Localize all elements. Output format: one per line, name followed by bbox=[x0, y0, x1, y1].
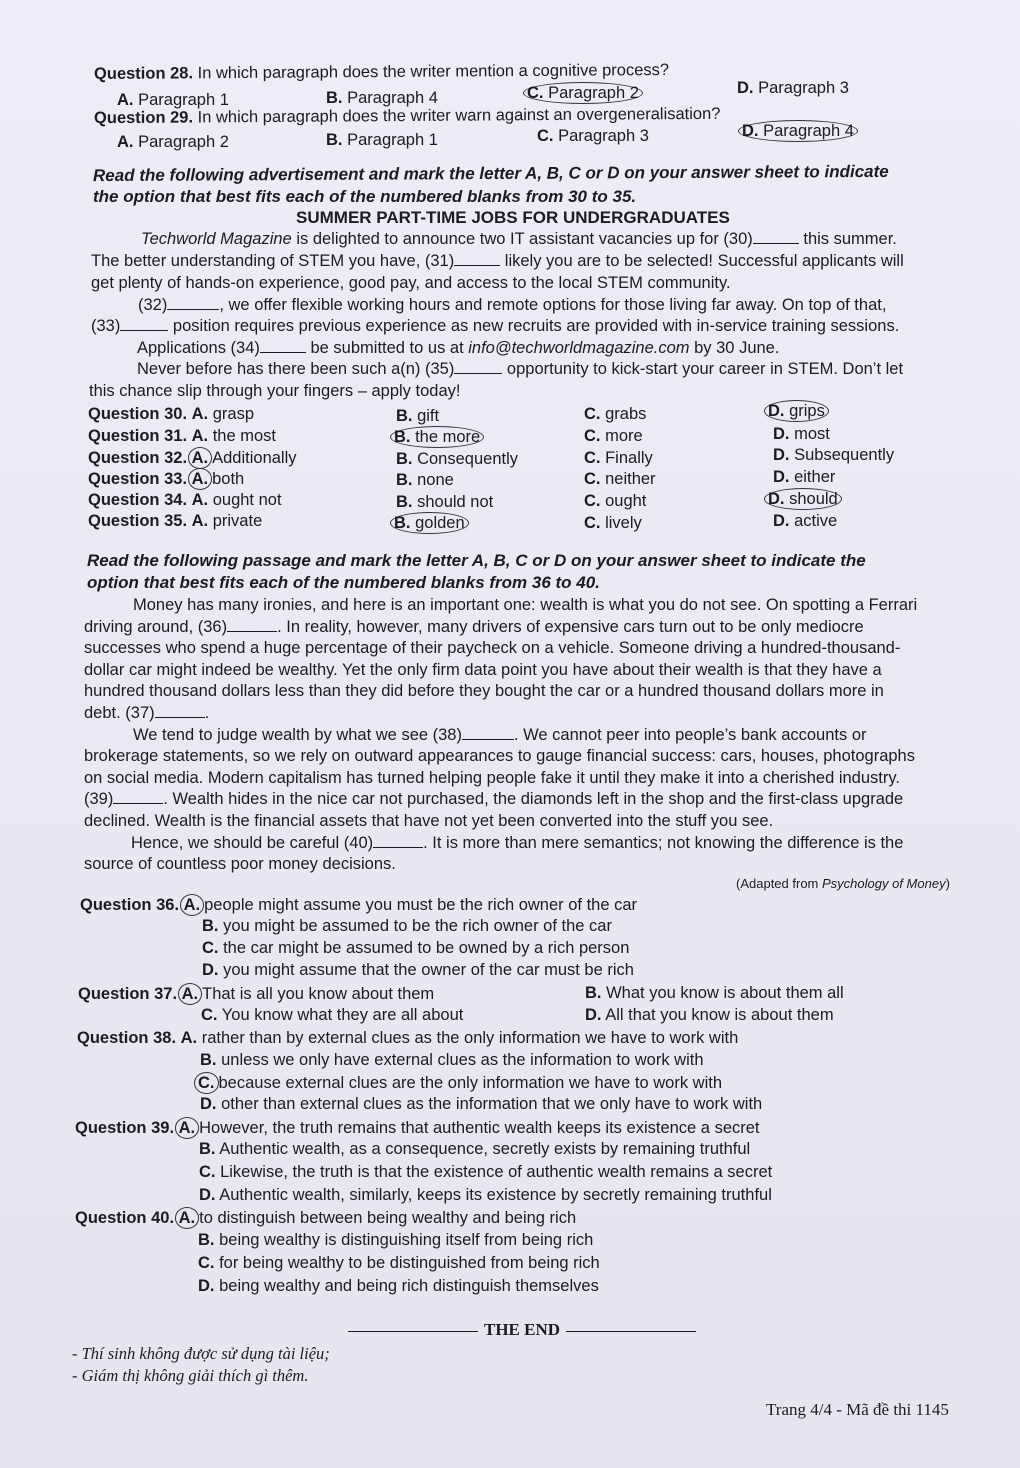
option-40c: C. for being wealthy to be distinguished from being rich bbox=[198, 1254, 600, 1272]
option-32b: B. Consequently bbox=[396, 450, 518, 468]
option-31d: D. most bbox=[773, 425, 830, 443]
ad-line: Never before has there been such a(n) (35) opportunity to kick-start your career in STEM. Don’t let bbox=[137, 360, 904, 378]
passage-line: brokerage statements, so we rely on outward appearances to gauge financial success: cars, houses, photographs bbox=[84, 747, 915, 765]
ad-line: (33) position requires previous experience as new recruits are provided with in-service training sessions. bbox=[91, 317, 900, 335]
advertisement-title: SUMMER PART-TIME JOBS FOR UNDERGRADUATES bbox=[296, 208, 730, 227]
option-28c: C. Paragraph 2 bbox=[527, 82, 643, 104]
instruction-line: the option that best fits each of the numbered blanks from 30 to 35. bbox=[93, 187, 637, 206]
option-37b: B. What you know is about them all bbox=[585, 984, 844, 1002]
question-36: Question 36. A. people might assume you must be the rich owner of the car bbox=[80, 896, 638, 914]
option-38c: C. because external clues are the only information we have to work with bbox=[198, 1072, 722, 1094]
ad-line: The better understanding of STEM you have, (31) likely you are to be selected! Successful applicants will bbox=[91, 252, 904, 270]
option-32c: C. Finally bbox=[584, 449, 653, 467]
note-line: - Giám thị không giải thích gì thêm. bbox=[72, 1366, 309, 1385]
option-35b: B. golden bbox=[394, 512, 469, 534]
passage-line: hundred thousand dollars less than they did before they bought the car or a hundred thousand dollars more in bbox=[84, 682, 884, 700]
page-footer: Trang 4/4 - Mã đề thi 1145 bbox=[766, 1400, 949, 1419]
option-36d: D. you might assume that the owner of the car must be rich bbox=[202, 961, 634, 979]
question-34: Question 34. A. ought not bbox=[88, 491, 282, 509]
option-40d: D. being wealthy and being rich distinguish themselves bbox=[198, 1277, 599, 1295]
option-30d: D. grips bbox=[768, 400, 829, 422]
question-text: In which paragraph does the writer warn against an overgeneralisation? bbox=[197, 104, 721, 127]
passage-line: declined. Wealth is the financial assets that have not yet been converted into the stuff you see. bbox=[84, 812, 774, 830]
option-29d: D. Paragraph 4 bbox=[742, 120, 858, 142]
option-38b: B. unless we only have external clues as the information to work with bbox=[200, 1051, 704, 1069]
question-29 bbox=[94, 104, 721, 128]
question-33: Question 33. A. both bbox=[88, 470, 245, 488]
passage-line: Hence, we should be careful (40) . It is more than mere semantics; not knowing the difference is the bbox=[131, 834, 904, 852]
note-line: - Thí sinh không được sử dụng tài liệu; bbox=[72, 1344, 330, 1363]
ad-line: Applications (34) be submitted to us at info@techworldmagazine.com by 30 June. bbox=[137, 339, 780, 357]
option-39b: B. Authentic wealth, as a consequence, secretly exists by remaining truthful bbox=[199, 1140, 751, 1158]
option-28a: A. Paragraph 1 bbox=[117, 91, 229, 109]
passage-line: successes who spend a huge percentage of their paycheck on a vehicle. Someone driving a hundred-thousand- bbox=[84, 639, 901, 657]
option-37d: D. All that you know is about them bbox=[585, 1006, 834, 1024]
question-28 bbox=[94, 60, 669, 84]
passage-line: debt. (37) . bbox=[84, 704, 210, 722]
option-33c: C. neither bbox=[584, 470, 656, 488]
instruction-line: option that best fits each of the numbered blanks from 36 to 40. bbox=[87, 573, 600, 592]
option-29c: C. Paragraph 3 bbox=[537, 127, 649, 145]
passage-line: Money has many ironies, and here is an important one: wealth is what you do not see. On spotting a Ferrari bbox=[133, 596, 918, 614]
question-37: Question 37. A. That is all you know about them bbox=[78, 985, 435, 1003]
question-label: Question 28. bbox=[93, 64, 194, 84]
question-32: Question 32. A. Additionally bbox=[88, 449, 297, 467]
option-34c: C. ought bbox=[584, 492, 647, 510]
passage-line: We tend to judge wealth by what we see (38) . We cannot peer into people’s bank accounts or bbox=[133, 726, 867, 744]
option-29a: A. Paragraph 2 bbox=[117, 133, 229, 151]
option-38d: D. other than external clues as the information that we only have to work with bbox=[200, 1095, 763, 1113]
passage-line: driving around, (36) . In reality, however, many drivers of expensive cars turn out to be only mediocre bbox=[84, 618, 864, 636]
question-31: Question 31. A. the most bbox=[88, 427, 276, 445]
option-39c: C. Likewise, the truth is that the existence of authentic wealth remains a secret bbox=[199, 1163, 773, 1181]
option-34d: D. should bbox=[768, 488, 842, 510]
end-marker: THE END bbox=[342, 1320, 702, 1340]
question-38: Question 38. A. rather than by external clues as the only information we have to work with bbox=[77, 1029, 739, 1047]
source-citation: (Adapted from Psychology of Money) bbox=[736, 876, 950, 891]
option-32d: D. Subsequently bbox=[773, 446, 895, 464]
passage-line: on social media. Modern capitalism has turned helping people fake it until they make it into a cherished industry. bbox=[84, 769, 900, 787]
passage-line: source of countless poor money decisions. bbox=[84, 855, 396, 873]
option-31c: C. more bbox=[584, 427, 643, 445]
option-28b: B. Paragraph 4 bbox=[326, 89, 438, 107]
option-37c: C. You know what they are all about bbox=[201, 1006, 464, 1024]
option-35d: D. active bbox=[773, 512, 838, 530]
question-30: Question 30. A. grasp bbox=[88, 405, 254, 423]
ad-line: Techworld Magazine is delighted to announce two IT assistant vacancies up for (30) this summer. bbox=[141, 230, 897, 248]
option-33d: D. either bbox=[773, 468, 836, 486]
option-30c: C. grabs bbox=[584, 405, 647, 423]
question-40: Question 40. A. to distinguish between being wealthy and being rich bbox=[75, 1209, 577, 1227]
option-40b: B. being wealthy is distinguishing itself from being rich bbox=[198, 1231, 594, 1249]
option-28d: D. Paragraph 3 bbox=[737, 79, 849, 97]
ad-line: this chance slip through your fingers – apply today! bbox=[89, 382, 461, 400]
question-39: Question 39. A. However, the truth remains that authentic wealth keeps its existence a secret bbox=[75, 1119, 760, 1137]
option-35c: C. lively bbox=[584, 514, 642, 532]
instruction-line: Read the following advertisement and mark the letter A, B, C or D on your answer sheet to indicate bbox=[92, 161, 889, 186]
option-36c: C. the car might be assumed to be owned by a rich person bbox=[202, 939, 630, 957]
question-label: Question 29. bbox=[93, 108, 194, 128]
question-35: Question 35. A. private bbox=[88, 512, 263, 530]
option-36b: B. you might be assumed to be the rich owner of the car bbox=[202, 917, 612, 935]
option-33b: B. none bbox=[396, 471, 454, 489]
instruction-line: Read the following passage and mark the letter A, B, C or D on your answer sheet to indicate the bbox=[87, 551, 866, 570]
ad-line: (32) , we offer flexible working hours and remote options for those living far away. On top of that, bbox=[138, 296, 887, 314]
option-29b: B. Paragraph 1 bbox=[326, 131, 438, 149]
passage-line: (39) . Wealth hides in the nice car not purchased, the diamonds left in the shop and the first-class upgrade bbox=[84, 790, 904, 808]
passage-line: dollar car might indeed be wealthy. Yet the only firm data point you have about their wealth is that they have a bbox=[84, 661, 882, 679]
option-34b: B. should not bbox=[396, 493, 494, 511]
ad-line: get plenty of hands-on experience, good pay, and access to the local STEM community. bbox=[91, 274, 731, 292]
question-text: In which paragraph does the writer mention a cognitive process? bbox=[197, 60, 670, 83]
option-39d: D. Authentic wealth, similarly, keeps its existence by secretly remaining truthful bbox=[199, 1186, 772, 1204]
option-31b: B. the more bbox=[394, 426, 484, 448]
option-30b: B. gift bbox=[396, 407, 440, 425]
